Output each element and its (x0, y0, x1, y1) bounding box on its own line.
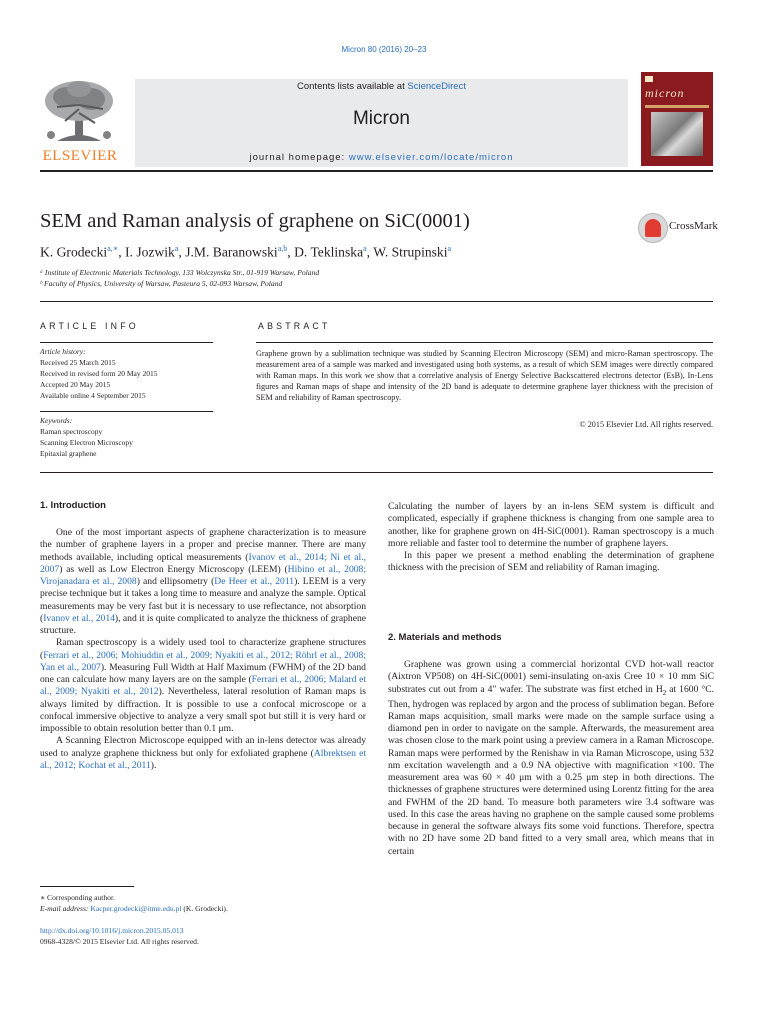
cover-image (651, 112, 703, 156)
corresponding-author-note: ∗ Corresponding author. (40, 893, 115, 902)
author-name[interactable]: K. Grodecki (40, 244, 108, 260)
received-date: Received 25 March 2015 (40, 358, 116, 367)
history-rule (40, 411, 213, 412)
crossmark-icon (638, 213, 668, 243)
email-suffix: (K. Grodecki). (181, 904, 228, 913)
accepted-date: Accepted 20 May 2015 (40, 380, 111, 389)
abstract-rule (256, 342, 713, 343)
text-run: Raman spectroscopy is a widely used tool to characterize graphene structures ( (40, 637, 366, 661)
text-run: A Scanning Electron Microscope equipped with an in-lens detector was already used to analyze graphene thickness but only for exfoliated graphene ( (40, 735, 366, 759)
paragraph (40, 637, 366, 735)
citation-link[interactable]: Albrektsen et al., 2012; Kochat et al., 2011 (40, 747, 366, 771)
author-list (40, 244, 451, 261)
introduction-continued-column (388, 501, 714, 575)
keywords-label: Keywords: (40, 416, 73, 425)
history-label: Article history: (40, 347, 86, 356)
email-label: E-mail address: (40, 904, 91, 913)
affiliation-b: ᵇ Faculty of Physics, University of Warsaw, Pasteura 5, 02-093 Warsaw, Poland (40, 279, 283, 288)
paragraph: Calculating the number of layers by an in-lens SEM system is difficult and complicated, especially if graphene thickness is changing from one sample area to another, like for graphene grown on 4H-SiC(0001). Raman spectroscopy is a much more reliable and faster tool to determine the number of graphene layers. (388, 501, 714, 549)
keyword: Epitaxial graphene (40, 449, 97, 458)
email-footnote (40, 904, 228, 913)
abstract-text: Graphene grown by a sublimation technique was studied by Scanning Electron Microscopy (SEM) and micro-Raman spectroscopy. The measurement area of a sample was marked and investigated using both systems, as a result of which SEM images were directly compared with Raman maps. In this work we show that a correlative analysis of Energy Selective Backscattered electrons detector (EsB), In-Lens figures and Raman maps of shape and intensity of the 2D band is adequate to determine graphene layer thickness with the precision of SEM and reliability of Raman spectroscopy. (256, 349, 713, 403)
crossmark-label: CrossMark (669, 220, 718, 232)
introduction-column (40, 527, 366, 772)
text-run: ) as well as Low Electron Energy Microscopy (LEEM) ( (59, 563, 288, 575)
citation-link[interactable]: De Heer et al., 2011 (214, 576, 295, 587)
text-run: ). Measuring Full Width at Half Maximum (FWHM) of the 2D band one can calculate how many layers are on the sample ( (40, 661, 366, 685)
text-run: ). (150, 759, 157, 771)
section-heading-methods: 2. Materials and methods (388, 632, 502, 643)
cover-logo-mark (645, 76, 653, 82)
online-date: Available online 4 September 2015 (40, 391, 146, 400)
footnote-rule (40, 886, 134, 887)
contents-available-line (135, 81, 628, 92)
keyword: Raman spectroscopy (40, 427, 103, 436)
citation-link[interactable]: Ivanov et al., 2014 (43, 612, 115, 624)
author-separator: , (118, 244, 125, 260)
journal-citation[interactable]: Micron 80 (2016) 20–23 (341, 45, 427, 54)
text-run: ). LEEM is a very precise technique but it takes a long time to measure and analyze the sample. Optical measurements may be very fast but it is necessary to use reflectance, not absorption ( (40, 576, 366, 624)
citation-link[interactable]: Hibino et al., 2008; Virojanadara et al., 2008 (40, 563, 366, 587)
doi-link[interactable]: http://dx.doi.org/10.1016/j.micron.2015.05.013 (40, 926, 184, 935)
citation-link[interactable]: Ferrari et al., 2006; Malard et al., 2009; Nyakiti et al., 2012 (40, 674, 367, 698)
text-run: ). Nevertheless, lateral resolution of Raman maps is always limited by diffraction. It is possible to use a confocal microscope or a confocal immersive objective to analyze a very small spot but still it is very hard or impossible to obtain resolution better than 0.1 μm. (40, 686, 366, 734)
section-heading-introduction: 1. Introduction (40, 500, 106, 511)
text-run: at 1600 °C. Then, hydrogen was replaced by argon and the process of sublimation began. Before Raman maps acquisition, small marks were made on the sample surface using a diamond pen in order to navigate on the sample. Afterwards, the measurement area was chosen close to the mark point using a preview camera in a Raman Microscope. Raman maps were performed by the Renishaw in via Raman Microscope, using 532 nm excitation wavelength and a 0.9 NA objective with magnification ×100. The measurement area was 60 × 40 μm with a 0.25 μm step in both directions. The thicknesses of graphene structures were determined using Lorentz fitting for the area and FWHM of the 2D band. To measure both parameters wire 3.4 software was used. In this case the areas having no graphene on the sample caused some problems because in general the software always fits some void functions. Therefore, spectra with no 2D have some 2D band fitted to a very small area, which means that in certain (388, 683, 714, 857)
text-run: One of the most important aspects of graphene characterization is to measure the number of graphene layers in a proper and precise manner. There are many methods available, including optical measurements ( (40, 527, 366, 563)
journal-cover-thumbnail[interactable] (641, 72, 713, 166)
paragraph: In this paper we present a method enabling the determination of graphene thickness with the precision of SEM and reliability of Raman imaging. (388, 550, 714, 574)
author-affiliation-mark[interactable]: a (447, 244, 452, 253)
cover-title: micron (645, 86, 685, 100)
journal-homepage-line (135, 152, 628, 163)
paragraph (40, 527, 366, 637)
email-link[interactable]: Kacper.grodecki@itme.edu.pl (90, 904, 182, 913)
abstract-heading: ABSTRACT (258, 321, 331, 331)
author-separator: , (287, 244, 295, 260)
sciencedirect-link[interactable]: ScienceDirect (407, 81, 466, 92)
crossmark-button[interactable] (638, 213, 718, 243)
author-name[interactable]: J.M. Baranowski (185, 244, 278, 260)
article-info-rule (40, 342, 213, 343)
abstract-copyright: © 2015 Elsevier Ltd. All rights reserved. (579, 420, 713, 429)
affiliation-rule (40, 301, 713, 302)
author-affiliation-mark[interactable]: a,b (277, 244, 288, 253)
citation-link[interactable]: Ferrari et al., 2006; Mohiuddin et al., 2009; Nyakiti et al., 2012; Röhrl et al., 2008; Yan et al., 2007 (40, 649, 366, 673)
header-rule (40, 170, 713, 172)
abstract-bottom-rule (40, 472, 713, 473)
author-affiliation-mark[interactable]: a (363, 244, 367, 253)
keyword: Scanning Electron Microscopy (40, 438, 133, 447)
homepage-link[interactable]: www.elsevier.com/locate/micron (348, 152, 514, 163)
paragraph (40, 735, 366, 772)
elsevier-wordmark: ELSEVIER (42, 148, 118, 164)
citation-link[interactable]: Ivanov et al., 2014; Ni et al., 2007 (40, 551, 366, 575)
issn-line: 0968-4328/© 2015 Elsevier Ltd. All rights reserved. (40, 937, 199, 946)
cover-divider (645, 105, 709, 108)
author-name[interactable]: I. Jozwik (125, 244, 175, 260)
contents-prefix: Contents lists available at (297, 81, 408, 92)
author-affiliation-mark[interactable]: a,∗ (107, 244, 119, 253)
affiliation-a: ᵃ Institute of Electronic Materials Technology, 133 Wolczynska Str., 01-919 Warsaw, Poland (40, 268, 320, 277)
text-run: ) and ellipsometry ( (136, 576, 215, 587)
text-run: ), and it is quite complicated to analyze the thickness of graphene structure. (40, 612, 367, 636)
author-name[interactable]: W. Strupinski (373, 244, 448, 260)
author-separator: , (366, 244, 374, 260)
author-affiliation-mark[interactable]: a (174, 244, 179, 253)
author-name[interactable]: D. Teklinska (294, 244, 364, 260)
revised-date: Received in revised form 20 May 2015 (40, 369, 158, 378)
subscript: 2 (662, 688, 667, 697)
article-title: SEM and Raman analysis of graphene on SiC(0001) (40, 210, 470, 232)
homepage-prefix: journal homepage: (249, 152, 349, 163)
paragraph (388, 659, 714, 858)
methods-column (388, 659, 714, 858)
author-separator: , (178, 244, 186, 260)
text-run: Graphene was grown using a commercial horizontal CVD hot-wall reactor (Aixtron VP508) on 4H-SiC(0001) semi-insulating on-axis Cree 10 × 10 mm SiC substrates cut out from a 4″ wafer. The substrate was first etched in H (388, 659, 714, 695)
journal-title: Micron (352, 108, 410, 129)
article-info-heading: ARTICLE INFO (40, 321, 139, 331)
